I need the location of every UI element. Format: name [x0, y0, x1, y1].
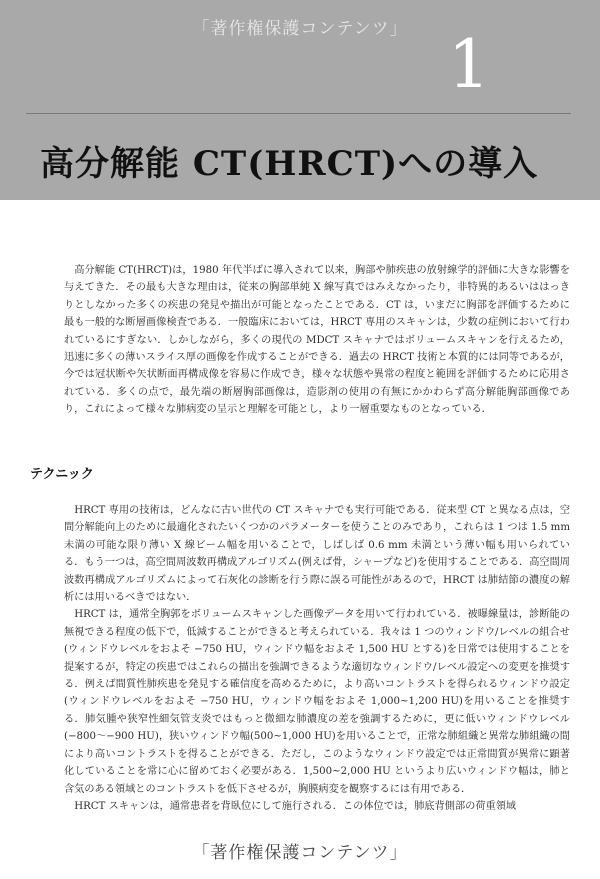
intro-text [64, 262, 570, 419]
chapter-header-band [0, 0, 600, 200]
chapter-title: 高分解能 CT(HRCT)への導入 [40, 144, 539, 184]
chapter-divider [26, 113, 571, 114]
section-heading: テクニック [30, 467, 94, 482]
technique-paragraph-3: HRCT スキャンは，通常患者を背臥位にして施行される．この体位では，肺底背側部の荷重領域 [74, 800, 517, 812]
technique-paragraph-2: HRCT は，通常全胸郭をボリュームスキャンした画像データを用いて行われている．被曝線量は，診断能の無視できる程度の低下で，低減することができると考えられている．我々は 1 つのウィンドウ/レベルの組合せ(ウィンドウレベルをおよそ −750 HU，ウィンドウ幅をおよそ 1,500 HU とする)を日常では使用することを提案するが，特定の疾患ではこれらの描出を強調できるような適切なウィンドウ/レベル設定への変更を推奨する．例えば間質性肺疾患を発見する確信度を高めるために，より高いコントラストを得られるウィンドウ設定(ウィンドウレベルをおよそ −750 HU，ウィンドウ幅をおよそ 1,000~1,200 HU)を用いることを推奨する．肺気腫や狭窄性細気管支炎ではもっと微細な肺濃度の差を強調するために，更に低いウィンドウレベル(−800～−900 HU)，狭いウィンドウ幅(500~1,000 HU)を用いることで，正常な肺組織と異常な肺組織の間により高いコントラストを得ることができる．ただし，このようなウィンドウ設定では正常間質が異常に顕著化していることを常に心に留めておく必要がある．1,500~2,000 HU というより広いウィンドウ幅は，肺と含気のある領域とのコントラストを低下させるが，胸膜病変を観察するには有用である． [64, 609, 570, 795]
watermark-bottom: 「著作権保護コンテンツ」 [0, 838, 600, 863]
watermark-top: 「著作権保護コンテンツ」 [192, 19, 408, 39]
intro-paragraph: 高分解能 CT(HRCT)は，1980 年代半ばに導入されて以来，胸部や肺疾患の放射線学的評価に大きな影響を与えてきた．その最も大きな理由は，従来の胸部単純 X 線写真ではみえなかったり，非特異的あるいははっきりとしなかった多くの疾患の発見や描出が可能となったことである．CT は，いまだに胸部を評価するために最も一般的な断層画像検査である．一般臨床においては，HRCT 専用のスキャンは，少数の症例において行われているにすぎない．しかしながら，多くの現代の MDCT スキャナではボリュームスキャンを行えるため，迅速に多くの薄いスライス厚の画像を作成することができる．過去の HRCT 技術と本質的には同等であるが，今では冠状断や矢状断面再構成像を容易に作成でき，様々な状態や異常の程度と範囲を評価するために応用されている．多くの点で，最先端の断層胸部画像は，造影剤の使用の有無にかかわらず高分解能胸部画像であり，これによって様々な肺病変の呈示と理解を可能とし，より一層重要なものとなっている． [64, 265, 570, 416]
chapter-number: 1 [448, 26, 490, 103]
technique-paragraph-1: HRCT 専用の技術は，どんなに古い世代の CT スキャナでも実行可能である．従来型 CT と異なる点は，空間分解能向上のために最適化されたいくつかのパラメーターを使うことのみであり，これらは 1 つは 1.5 mm 未満の可能な限り薄い X 線ビーム幅を用いることで，しばしば 0.6 mm 未満という薄い幅も用いられている．もう一つは，高空間周波数再構成アルゴリズム(例えば骨，シャープなど)を使用することである．高空間周波数再構成アルゴリズムによって石灰化の診断を行う際に誤る可能性があるので，HRCT は肺結節の濃度の解析には用いるべきではない． [64, 505, 570, 604]
technique-text [64, 502, 570, 815]
